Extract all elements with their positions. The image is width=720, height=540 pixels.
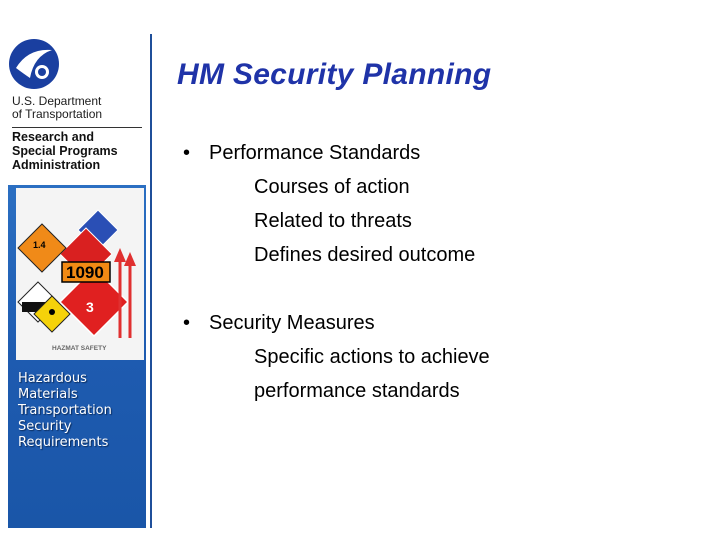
agency-line-3: Administration	[12, 158, 101, 172]
agency-line-1: Research and	[12, 130, 94, 144]
caption-line: Transportation	[18, 403, 112, 418]
bullet-icon: •	[183, 142, 191, 164]
caption-line: Hazardous	[18, 371, 87, 386]
dot-logo-icon	[8, 38, 60, 90]
agency-name	[12, 130, 147, 172]
bullet-performance-standards	[183, 136, 703, 170]
bullet-text: Security Measures	[209, 312, 375, 334]
department-name	[12, 95, 147, 121]
sub-item: Related to threats	[254, 210, 412, 232]
slide-title: HM Security Planning	[177, 58, 492, 91]
spacer	[183, 272, 703, 306]
slide-body	[183, 136, 703, 408]
placard-number-1090: 1090	[66, 263, 104, 282]
hazmat-safety-label: HAZMAT SAFETY	[52, 345, 107, 352]
divider	[12, 127, 142, 128]
sub-item: Specific actions to achieve	[254, 346, 490, 368]
agency-line-2: Special Programs	[12, 144, 118, 158]
caption-line: Requirements	[18, 435, 109, 450]
sub-item: Courses of action	[254, 176, 410, 198]
hazmat-placards-image	[16, 188, 144, 360]
sub-item: Defines desired outcome	[254, 244, 476, 266]
placard-class-1-4: 1.4	[33, 240, 46, 250]
caption-line: Materials	[18, 387, 78, 402]
department-line-1: U.S. Department	[12, 94, 102, 108]
caption-line: Security	[18, 419, 72, 434]
sub-item: performance standards	[254, 380, 460, 402]
sidebar-caption	[18, 371, 144, 451]
department-line-2: of Transportation	[12, 107, 103, 121]
bullet-icon: •	[183, 312, 191, 334]
vertical-divider	[150, 34, 152, 528]
bullet-text: Performance Standards	[209, 142, 421, 164]
placard-class-3: 3	[86, 299, 94, 315]
bullet-security-measures	[183, 306, 703, 340]
